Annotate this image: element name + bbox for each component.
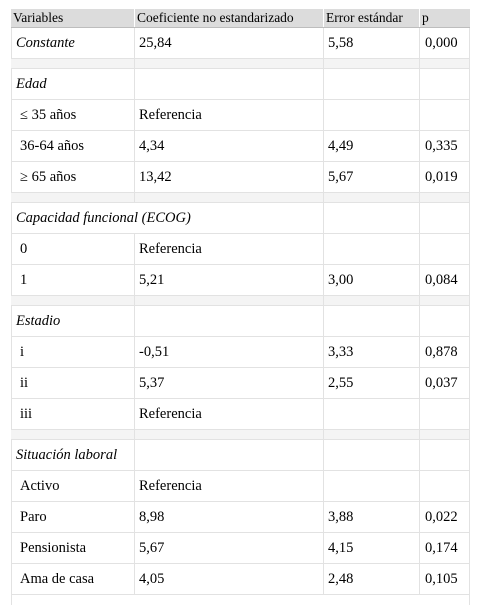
table-row bbox=[11, 533, 470, 564]
table-row bbox=[11, 471, 470, 502]
table-spacer bbox=[11, 296, 470, 306]
table-row bbox=[11, 564, 470, 595]
row-coef: -0,51 bbox=[135, 337, 324, 367]
row-p: 0,335 bbox=[425, 137, 458, 154]
table-row-group-laboral bbox=[11, 440, 470, 471]
table-row-constante bbox=[11, 28, 470, 59]
row-p: 0,022 bbox=[425, 508, 458, 525]
table-row bbox=[11, 265, 470, 296]
table-row bbox=[11, 502, 470, 533]
row-p: 0,000 bbox=[425, 34, 458, 51]
row-p: 0,019 bbox=[425, 168, 458, 185]
row-se: 3,88 bbox=[324, 502, 420, 532]
row-se bbox=[324, 234, 420, 264]
group-label: Situación laboral bbox=[11, 440, 135, 470]
header-error: Error estándar bbox=[324, 9, 420, 27]
table-row bbox=[11, 399, 470, 430]
header-variables: Variables bbox=[11, 9, 135, 27]
row-se: 2,48 bbox=[324, 564, 420, 594]
row-label: ≥ 65 años bbox=[11, 162, 135, 192]
row-p bbox=[420, 100, 470, 130]
row-se bbox=[324, 100, 420, 130]
row-se: 5,67 bbox=[324, 162, 420, 192]
row-label: Constante bbox=[11, 28, 135, 58]
row-label: Activo bbox=[11, 471, 135, 501]
row-p: 0,037 bbox=[425, 374, 458, 391]
row-coef: Referencia bbox=[135, 100, 324, 130]
group-label: Edad bbox=[11, 69, 135, 99]
table-row bbox=[11, 162, 470, 193]
table-row-group-ecog bbox=[11, 203, 470, 234]
table-header-row bbox=[11, 9, 470, 28]
row-coef: Referencia bbox=[135, 399, 324, 429]
row-se: 4,49 bbox=[324, 131, 420, 161]
row-se: 3,00 bbox=[324, 265, 420, 295]
table-row-group-estadio bbox=[11, 306, 470, 337]
table-row bbox=[11, 337, 470, 368]
row-coef: Referencia bbox=[135, 471, 324, 501]
row-coef: 8,98 bbox=[135, 502, 324, 532]
row-label: 36-64 años bbox=[11, 131, 135, 161]
row-coef: 5,37 bbox=[135, 368, 324, 398]
row-coef: 5,67 bbox=[135, 533, 324, 563]
row-coef: Referencia bbox=[135, 234, 324, 264]
header-p: p bbox=[422, 10, 429, 25]
table-spacer bbox=[11, 430, 470, 440]
row-se: 5,58 bbox=[324, 28, 420, 58]
row-label: Ama de casa bbox=[11, 564, 135, 594]
row-coef: 4,05 bbox=[135, 564, 324, 594]
row-p: 0,878 bbox=[425, 343, 458, 360]
row-se: 3,33 bbox=[324, 337, 420, 367]
row-label: ≤ 35 años bbox=[11, 100, 135, 130]
table-row bbox=[11, 100, 470, 131]
row-label: i bbox=[11, 337, 135, 367]
row-se: 4,15 bbox=[324, 533, 420, 563]
row-p bbox=[420, 471, 470, 501]
table-row bbox=[11, 131, 470, 162]
group-label: Capacidad funcional (ECOG) bbox=[11, 203, 324, 233]
row-se: 2,55 bbox=[324, 368, 420, 398]
table-row bbox=[11, 234, 470, 265]
table-row-group-edad bbox=[11, 69, 470, 100]
row-p: 0,084 bbox=[425, 271, 458, 288]
row-p bbox=[420, 399, 470, 429]
table-spacer bbox=[11, 193, 470, 203]
row-coef: 5,21 bbox=[135, 265, 324, 295]
row-se bbox=[324, 471, 420, 501]
regression-table bbox=[11, 9, 470, 595]
row-coef: 25,84 bbox=[135, 28, 324, 58]
table-spacer bbox=[11, 59, 470, 69]
row-p: 0,105 bbox=[425, 570, 458, 587]
row-label: 1 bbox=[11, 265, 135, 295]
row-se bbox=[324, 399, 420, 429]
row-label: ii bbox=[11, 368, 135, 398]
group-label: Estadio bbox=[11, 306, 135, 336]
row-label: 0 bbox=[11, 234, 135, 264]
table-row bbox=[11, 368, 470, 399]
row-p bbox=[420, 234, 470, 264]
row-coef: 4,34 bbox=[135, 131, 324, 161]
row-p: 0,174 bbox=[425, 539, 458, 556]
row-label: Pensionista bbox=[11, 533, 135, 563]
header-coeficiente: Coeficiente no estandarizado bbox=[135, 9, 324, 27]
row-label: Paro bbox=[11, 502, 135, 532]
row-coef: 13,42 bbox=[135, 162, 324, 192]
row-label: iii bbox=[11, 399, 135, 429]
